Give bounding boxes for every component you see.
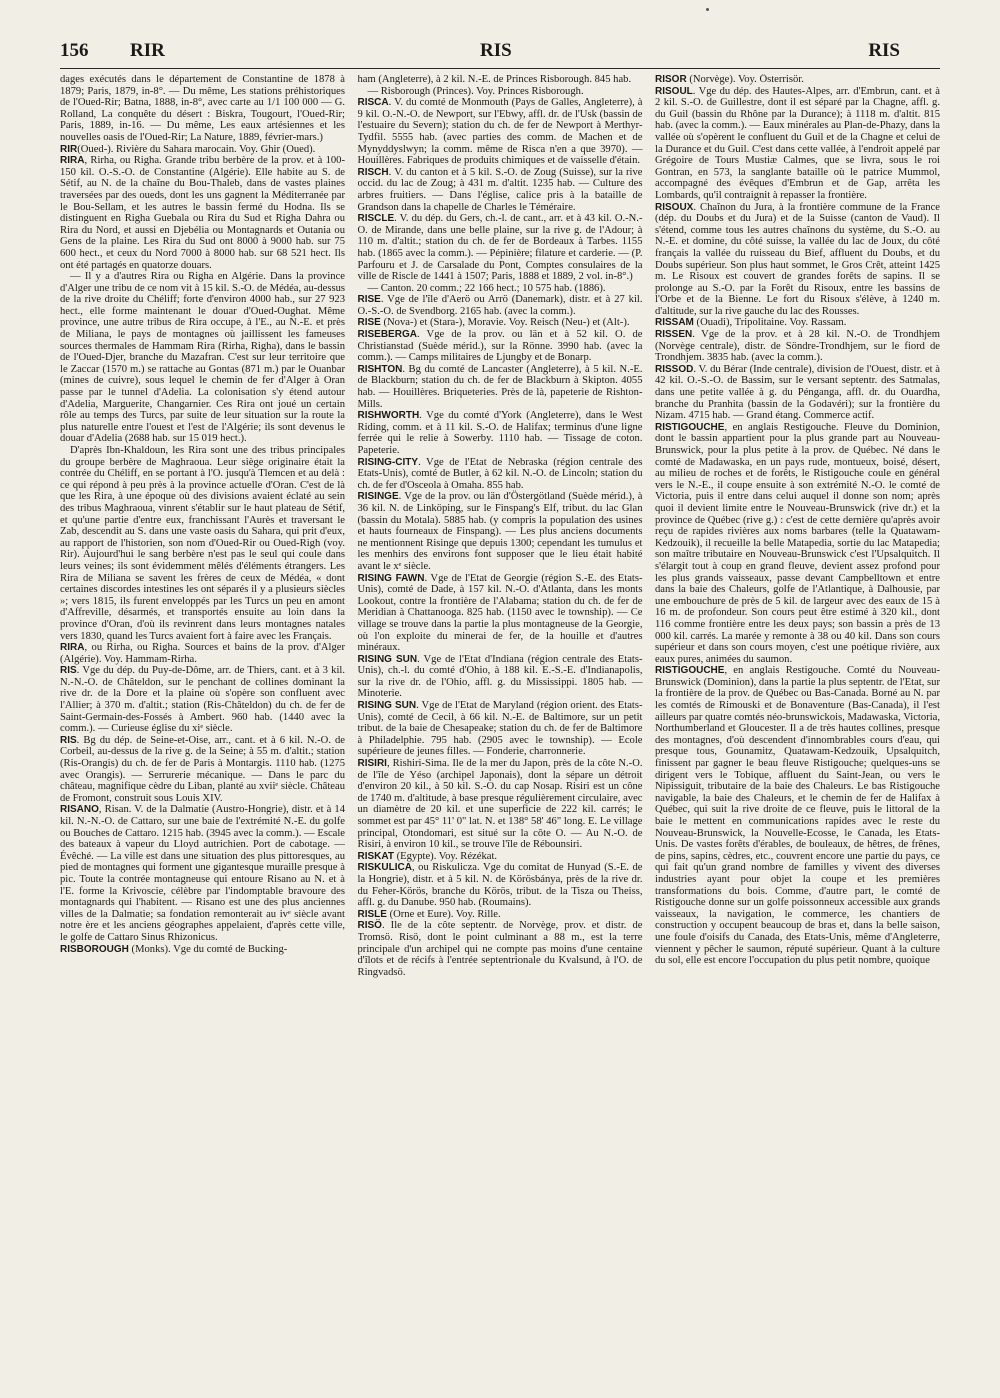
entry-headword: RISING-CITY	[357, 456, 419, 468]
dictionary-entry	[60, 665, 345, 735]
entry-text: (Oued-). Rivière du Sahara marocain. Voy. Ghir (Oued).	[77, 143, 316, 155]
entry-text: , Rirha, ou Righa. Grande tribu berbère de la prov. et à 100-150 kil. O.-S.-O. de Constantine (Algérie). Elle habite au S. de Sétif, au N. de la chaîne du Bou-Thaleb, dans de vastes plaines traversées par des oueds, dont les uns gagnent la Méditerranée par le Bou-Sellam, et les autres le bassin fermé du Hodna. Ils se distinguent en Righa Guebala ou Rira du Sud et Righa Dahra ou Rira du Nord, et aussi en Djebélia ou Montagnards et Outania ou Gens de la plaine. Les Rira du Sud ont 8000 à 9000 hab. sur 75 600 hect., et ceux du Nord 7000 à 8000 hab. sur 68 521 hect. Ils ont été partagés en quatorze douars.	[60, 155, 345, 271]
entry-headword: RISINGE	[357, 491, 399, 503]
center-running-head: RIS	[480, 40, 512, 61]
entry-text: . V. du comté de Monmouth (Pays de Galles, Angleterre), à 9 kil. O.-N.-O. de Newport, sur l'Ebwy, affl. dr. de l'Usk (bassin de l'estuaire du Severn); station du ch. de fer de Newport à Merthyr-Tydfil. 5555 hab. (avec parties des comm. de Machen et de Mynyddyslwyn; la comm. même de Risca n'en a que 3970). — Houillères. Fabriques de produits chimiques et de vaisselle d'étain.	[357, 97, 643, 167]
entry-text: . Vge de la prov. ou län et à 52 kil. O. de Christianstad (Suède mérid.), sur la Rönne. 3990 hab. (avec la comm.). — Camps militaires de Ljungby et de Bonarp.	[357, 329, 643, 364]
column-3	[655, 74, 940, 1384]
dictionary-entry	[358, 74, 643, 86]
entry-headword: RISIRI	[357, 758, 387, 770]
entry-headword: RISLE	[357, 908, 387, 920]
entry-headword: RISOUL	[655, 85, 693, 97]
entry-text: . Vge du dép. du Puy-de-Dôme, arr. de Thiers, cant. et à 3 kil. N.-N.-O. de Châteldon, sur le penchant de collines dominant la rive dr. de la Dore et la plaine où s'opère son confluent avec l'Allier; à 370 m. d'altit.; station (Ris-Châteldon) du ch. de fer de Saint-Germain-des-Fossés à Ambert. 960 hab. (1440 avec la comm.). — Curieuse église du xiᵉ siècle.	[60, 665, 345, 735]
dictionary-entry	[358, 700, 643, 758]
entry-text: . Vge du dép. des Hautes-Alpes, arr. d'Embrun, cant. et à 2 kil. S.-O. de Guillestre, dont il est séparé par la Chagne, affl. g. du Guil (bassin du Rhône par la Durance); à 1118 m. d'altit. 815 hab. (avec la comm.). — Eaux minérales au Plan-de-Phazy, dans la vallée où s'opèrent le confluent du Guil et de la Chagne et celui de la Durance et du Guil. C'est dans cette vallée, à l'endroit appelé par Grégoire de Tours Mustiæ Calmes, que se livra, sous le roi Gontran, en 573, la sanglante bataille où le patrice Mummol, accompagné des évêques d'Embrun et de Gap, arrêta les Lombards, qu'il contraignit à repasser la frontière.	[655, 85, 940, 201]
entry-text: (Orne et Eure). Voy. Rille.	[386, 908, 501, 920]
entry-text: ham (Angleterre), à 2 kil. N.-E. de Princes Risborough. 845 hab.	[357, 74, 632, 85]
entry-headword: RIS	[60, 665, 77, 677]
dictionary-entry	[358, 283, 643, 295]
entry-headword: RISE	[357, 317, 381, 329]
entry-headword: RISSOD	[655, 363, 694, 375]
dictionary-entry	[60, 271, 345, 445]
column-1	[60, 74, 345, 1384]
entry-headword: RIRA	[60, 155, 85, 167]
dictionary-entry	[358, 758, 643, 851]
entry-text: . Vge de la prov. ou län d'Östergötland (Suède mérid.), à 36 kil. N. de Linköping, sur le Finspang's Elf, tribut. du lac Glan (bassin du Motala). 5885 hab. (y compris la population des usines et hauts fourneaux de Finspang). — Les plus anciens documents ne mentionnent Risinge que depuis 1300; cependant les tumulus et les menhirs des environs font supposer que le lieu était habité avant le xᵉ siècle.	[357, 491, 643, 572]
entry-headword: RISCA	[357, 97, 389, 109]
entry-headword: RISANO	[60, 804, 99, 816]
entry-text: . Chaînon du Jura, à la frontière commune de la France (dép. du Doubs et du Jura) et de la Suisse (canton de Vaud). Il s'étend, comme tous les autres chaînons du système, du S.-O. au N.-E. et domine, du côté suisse, la vallée du lac de Joux, du côté français la vallée du ruisseau du Bief, affluent du Doubs, et du Doubs supérieur. Son plus haut sommet, le Gros Crêt, atteint 1425 m. Le Risoux est couvert de grandes forêts de sapins. Il se prolonge au S.-O. par la Forêt du Risoux, entre les bassins de l'Orbe et de la Bienne. Le fort du Risoux s'élève, à 1240 m. d'altitude, sur la rive gauche du lac des Rousses.	[655, 201, 940, 317]
entry-headword: RISHWORTH	[357, 410, 420, 422]
entry-text: , ou Rirha, ou Righa. Sources et bains de la prov. d'Alger (Algérie). Voy. Hammam-Rirha.	[60, 642, 345, 665]
dictionary-entry	[358, 294, 643, 317]
entry-text: . Vge de l'île d'Aerö ou Arrö (Danemark), distr. et à 27 kil. O.-S.-O. de Svendborg. 2165 hab. (avec la comm.).	[357, 294, 643, 317]
dictionary-entry	[655, 202, 940, 318]
entry-text: (Norvège). Voy. Österrisör.	[686, 74, 804, 85]
entry-headword: RISSEN	[655, 329, 693, 341]
column-2	[358, 74, 643, 1384]
entry-headword: RIRA	[60, 642, 85, 654]
left-running-head: RIR	[130, 40, 165, 61]
entry-headword: RISTIGOUCHE	[655, 665, 725, 677]
dictionary-entry	[655, 665, 940, 966]
text-columns	[60, 74, 940, 1384]
dictionary-entry	[60, 74, 345, 144]
entry-text: . Vge de l'Etat d'Indiana (région centrale des Etats-Unis), ch.-l. du comté d'Ohio, à 188 kil. E.-S.-E. d'Indianapolis, sur la rive dr. de l'Ohio, affl. g. du Mississippi. 1805 hab. — Minoterie.	[357, 653, 643, 700]
dictionary-entry	[358, 862, 643, 908]
entry-headword: RISHTON	[357, 363, 403, 375]
entry-text: — Il y a d'autres Rira ou Righa en Algérie. Dans la province d'Alger une tribu de ce nom vit à 15 kil. S.-O. de Médéa, au-dessus de la rive droite du Chéliff; forte d'environ 4000 hab., sur 27 923 hect., elle forme maintenant le douar d'Oued-Oughat. Même province, une autre tribus de Rira occupe, à l'E., au N.-E. et près de Miliana, le pays de montagnes où jaillissent les fameuses sources thermales de Hammam Rira (Rirha, Righa), dans le bassin de l'Oued-Djer, branche du Mazafran. C'est sur leur territoire que le Zaccar (1570 m.) se rattache au Gontas (871 m.) par le Ouanbar (mines de cuivre), sous lequel le chemin de fer d'Alger à Oran passe par le tunnel d'Adelia. La colonisation s'y étend autour d'Adelia, Marguerite, Changarnier. Ces Rira ont joué un certain rôle au temps des Turcs, par suite de leur situation sur la route la plus naturelle entre l'ouest et l'est de l'Algérie; ils sont devenus le douar d'Adelia (2688 hab. sur 15 019 hect.).	[60, 271, 345, 445]
dictionary-entry	[60, 944, 345, 956]
dictionary-entry	[60, 445, 345, 642]
dictionary-entry	[655, 74, 940, 86]
entry-headword: RISSAM	[655, 317, 694, 329]
dictionary-entry	[358, 654, 643, 700]
dictionary-entry	[358, 97, 643, 167]
entry-text: . Vge du comté d'York (Angleterre), dans le West Riding, comm. et à 11 kil. S.-O. de Halifax; terminus d'une ligne ferrée qui le relie à Sowerby. 1110 hab. — Tissage de coton. Papeterie.	[357, 410, 643, 456]
entry-text: . V. du canton et à 5 kil. S.-O. de Zoug (Suisse), sur la rive occid. du lac de Zoug; à 431 m. d'altit. 1235 hab. — Culture des arbres fruitiers. — Dans l'église, calice pris à la bataille de Grandson dans la chapelle de Charles le Téméraire.	[357, 166, 643, 213]
entry-headword: RISING SUN	[357, 653, 418, 665]
entry-text: dages exécutés dans le département de Constantine de 1878 à 1879; Paris, 1879, in-8°. — Du même, Les stations préhistoriques de l'Oued-Rir; Batna, 1888, in-8°, avec carte au 1/1 100 000 — G. Rolland, La conquête du désert : Biskra, Tougourt, l'Oued-Rir; Paris, 1889, in-16. — Du même, Les eaux artésiennes et les nouvelles oasis de l'Oued-Rir; La Nature, 1889, février-mars.)	[60, 74, 345, 143]
entry-headword: RISKAT	[357, 850, 394, 862]
entry-text: . Vge de l'Etat de Georgie (région S.-E. des Etats-Unis), comté de Dade, à 157 kil. N.-O. d'Atlanta, dans les monts Lookout, contre la frontière de l'Alabama; station du ch. de fer de Meridian à Chattanooga. 825 hab. (1150 avec le township). — Ce village se trouve dans la partie la plus montagneuse de la Georgie, où l'on exploite du minerai de fer, de la houille et d'autres minéraux.	[357, 572, 643, 654]
ink-speck	[706, 8, 709, 11]
dictionary-entry	[358, 410, 643, 456]
dictionary-entry	[358, 573, 643, 654]
entry-text: — Canton. 20 comm.; 22 166 hect.; 10 575 hab. (1886).	[367, 282, 606, 294]
entry-headword: RIR	[60, 143, 78, 155]
entry-headword: RISCH	[357, 166, 389, 178]
entry-headword: RISKULICA	[357, 862, 412, 874]
dictionary-entry	[60, 804, 345, 943]
dictionary-entry	[60, 144, 345, 156]
dictionary-entry	[60, 735, 345, 805]
dictionary-entry	[60, 642, 345, 665]
dictionary-entry	[655, 317, 940, 329]
entry-headword: RISBOROUGH	[60, 943, 129, 955]
entry-text: (Nova-) et (Stara-), Moravie. Voy. Reisch (Neu-) et (Alt-).	[380, 317, 630, 329]
entry-text: (Monks). Vge du comté de Bucking-	[128, 943, 288, 955]
entry-headword: RISEBERGA	[357, 329, 417, 341]
entry-text: . V. du Bérar (Inde centrale), division de l'Ouest, distr. et à 42 kil. O.-S.-O. de Bassim, sur le versant septentr. des Satmalas, dans une petite vallée à g. du Pénganga, affl. dr. du Ouardha, branche du Pranhita (bassin de la Godavéri); sur la frontière du Nizam. 4715 hab. — Grand étang. Commerce actif.	[655, 363, 940, 422]
dictionary-entry	[358, 851, 643, 863]
dictionary-entry	[655, 86, 940, 202]
entry-headword: RISOUX	[655, 201, 694, 213]
entry-headword: RISÖ	[357, 920, 382, 932]
entry-text: . Bg du dép. de Seine-et-Oise, arr., cant. et à 6 kil. N.-O. de Corbeil, au-dessus de la rive g. de la Seine; à 55 m. d'altit.; station (Ris-Orangis) du ch. de fer de Paris à Montargis. 1110 hab. (1275 avec Orangis). — Serrurerie mécanique. — Dans le parc du château, magnifique cèdre du Liban, planté au xviiᵉ siècle. Château de Fromont, construit sous Louis XIV.	[60, 734, 345, 804]
dictionary-entry	[655, 364, 940, 422]
entry-text: . Bg du comté de Lancaster (Angleterre), à 5 kil. N.-E. de Blackburn; station du ch. de fer de Blackburn à Skipton. 4055 hab. — Houillères. Briqueteries. Près de là, papeterie de Rishton-Mills.	[357, 363, 643, 410]
entry-text: . Vge de la prov. et à 28 kil. N.-O. de Trondhjem (Norvège centrale), distr. de Söndre-Trondhjem, sur le fiord de Trondhjem. 3835 hab. (avec la comm.).	[655, 329, 940, 364]
dictionary-entry	[358, 909, 643, 921]
dictionary-entry	[358, 920, 643, 978]
entry-text: (Ouadi), Tripolitaine. Voy. Rassam.	[693, 317, 847, 329]
entry-headword: RISE	[357, 294, 381, 306]
entry-text: , en anglais Restigouche. Comté du Nouveau-Brunswick (Dominion), dans la partie la plus septentr. de l'Etat, sur la frontière de la prov. de Québec ou Bas-Canada. Borné au N. par les comtés de Rimouski et de Bonaventure (Bas-Canada), il l'est ailleurs par quatre comtés néo-brunswickois, Madawaska, Victoria, Northumberland et Gloucester. Il a de très hautes collines, presque des montagnes, d'où descendent d'innombrables cours d'eau, qui presque tous, Gounamitz, Quatawam-Kedzouik, Upsalquitch, finissent par gagner le beau fleuve Ristigouche; quelques-uns se dirigent vers le Tobique, affluent du Saint-Jean, ou vers le Nipissiguit, tributaire de la baie des Chaleurs. Le bas Ristigouche navigable, la baie des Chaleurs, et le chemin de fer de Halifax à Québec, qui suit la rive droite de ce fleuve, puis le littoral de la baie le mettent en communications rapides avec le reste du Nouveau-Brunswick, la Nouvelle-Ecosse, le Canada, les Etats-Unis. De vastes forêts d'érables, de bouleaux, de hêtres, de frênes, de pins, sapins, cèdres, etc., couvrent encore une partie du pays, ce qui fait qu'un grand nombre de familles y vivent des diverses industries ayant pour objet la coupe et les premières transformations du bois. Comme, d'autre part, le comté de Ristigouche donne sur un golfe poissonneux accessible aux grands vaisseaux, la navigation, le commerce, les chantiers de construction y occupent beaucoup de bras et, dans la belle saison, une foule d'oisifs du Canada, des Etats-Unis, même d'Angleterre, viennent y pêcher le saumon, réputé supérieur. Quant à la culture du sol, elle est encore l'occupation du plus petit nombre, quoique	[655, 665, 940, 967]
entry-text: D'après Ibn-Khaldoun, les Rira sont une des tribus principales du groupe berbère de Maghraoua. Leur siège originaire était la contrée du Chéliff, en se portant à l'O. jusqu'à Tlemcen et au delà : ce qui répond à peu près à la province actuelle d'Oran. C'est de là que les Rira, à une époque où des divisions avaient éclaté au sein des tribus Maghraoua, vinrent s'établir sur le haut plateau de Sétif, et qu'une partie d'entre eux, franchissant l'Aurès et traversant le Zab, descendit au S. dans une vaste oasis du Sahara, qui prit d'eux, au rapport de l'historien, son nom d'Oued-Rir ou Oued-Righ (voy. Rir). Aujourd'hui le sang berbère n'est pas le seul qui coule dans leurs veines; ils sont évidemment mêlés d'éléments étrangers. Les Rira de Miliana se savent les frères de ceux de Médéa, « dont certaines discordes intestines les ont séparés il y a plusieurs siècles »; vers 1815, ils furent enveloppés par les Turcs un peu en amont d'Affreville, désarmés, et transportés ensuite au loin dans la province d'Oran, d'où ils revinrent dans leurs montagnes natales vers 1830, quand les Turcs avaient fort à faire avec les Français.	[60, 445, 345, 642]
dictionary-entry	[358, 457, 643, 492]
dictionary-entry	[358, 491, 643, 572]
entry-text: . Vge de l'Etat de Maryland (région orient. des Etats-Unis), comté de Cecil, à 66 kil. N.-E. de Baltimore, sur un petit tribut. de la baie de Chesapeake; station du ch. de fer de Baltimore à Philadelphie. 795 hab. (2905 avec le township). — Ecole supérieure de jeunes filles. — Fonderie, charronnerie.	[357, 700, 643, 758]
dictionary-entry	[358, 329, 643, 364]
entry-text: . Ile de la côte septentr. de Norvège, prov. et distr. de Tromsö. Risö, dont le point culminant a 88 m., est la terre principale d'un archipel qui ne compte pas moins d'une centaine d'îlots et de récifs à l'entrée septentrionale du Kvalsund, à l'O. de Ringvadsö.	[357, 920, 643, 978]
dictionary-entry	[358, 364, 643, 410]
dictionary-entry	[358, 213, 643, 283]
header-rule	[60, 68, 940, 69]
dictionary-entry	[655, 329, 940, 364]
entry-headword: RISCLE	[357, 213, 395, 225]
entry-text: — Risborough (Princes). Voy. Princes Risborough.	[367, 85, 584, 97]
entry-headword: RISING SUN	[357, 700, 417, 712]
entry-text: , ou Riskulicza. Vge du comitat de Hunyad (S.-E. de la Hongrie), distr. et à 5 kil. N. de Körösbánya, près de la rive dr. du Feher-Körös, branche du Körös, tribut. de la Tisza ou Theiss, affl. g. du Danube. 950 hab. (Roumains).	[357, 862, 643, 909]
dictionary-entry	[655, 422, 940, 665]
entry-headword: RISING FAWN	[357, 572, 425, 584]
entry-text: , Rishiri-Sima. Ile de la mer du Japon, près de la côte N.-O. de l'île de Yéso (archipel Japonais), dont la sépare un détroit d'environ 20 kil., à 50 kil. S.-O. du cap Nosap. Risiri est un cône de 1740 m. d'altitude, à base presque régulièrement circulaire, avec un diamètre de 20 kil. et une superficie de 222 kil. carrés; le sommet est par 45° 11' 0" lat. N. et 138° 58' 46" long. E. Le village principal, Otondomari, est situé sur la côte O. — Au N.-O. de Risiri, à environ 10 kil., se trouve l'île de Rébounsiri.	[357, 758, 643, 851]
entry-headword: RISTIGOUCHE	[655, 421, 725, 433]
running-header	[60, 40, 940, 66]
entry-text: , en anglais Restigouche. Fleuve du Dominion, dont le bassin appartient pour la plus grande part au Nouveau-Brunswick, pour la plus petite à la prov. de Québec. Né dans le comté de Madawaska, en un pays rude, montueux, boisé, désert, au milieu de roches et de forêts, le Ristigouche coule en général vers le N.-E., il coupe ensuite à son extrémité N.-O. le comté de Victoria, puis il entre dans celui auquel il donne son nom; après quoi il devient limite entre le Nouveau-Brunswick (rive dr.) et la province de Québec (rive g.) : c'est de cette dernière qu'après avoir reçu de rapides rivières aux noms barbares (telle la Quatawam-Kedzouik), il recueille la belle Matapedia, sortie du lac Matapedia; son maître tributaire en Nouveau-Brunswick c'est l'Upsalquitch. Il s'élargit tout à coup en grand fleuve, devient assez profond pour les plus grands vaisseaux, passe devant Campbelltown et entre dans la baie des Chaleurs, golfe de l'Atlantique, à Dalhousie, par une embouchure de près de 5 kil. de largeur avec des eaux de 15 à 16 m. de profondeur. Son cours peut être estimé à 320 kil., dont 116 comme frontière entre les deux pays; son bassin a près de 13 000 kil. carrés. La marée y remonte à 38 ou 40 kil. Dans son cours supérieur et dans son cours moyen, c'est une poétique rivière, aux eaux pures, animées du saumon.	[655, 421, 940, 665]
entry-text: , Risan. V. de la Dalmatie (Austro-Hongrie), distr. et à 14 kil. N.-N.-O. de Cattaro, sur une baie de l'extrémité N.-E. du golfe ou Bouches de Cattaro. 1215 hab. (3945 avec la comm.). — Escale des bateaux à vapeur du Lloyd autrichien. Port de cabotage. — Évêché. — La ville est dans une situation des plus pittoresques, au pied de montagnes qui forment une gigantesque muraille presque à pic. Toute la contrée montagneuse qui entoure Risano au N. et à l'E. forme la Krivoscie, célèbre par l'indomptable bravoure des montagnards qui l'habitent. — Risano est une des plus anciennes villes de la Dalmatie; sa fondation remonterait au ivᵉ siècle avant notre ère et les anciens géographes appelaient, d'après cette ville, le golfe de Cattaro Sinus Rhizonicus.	[60, 804, 345, 943]
dictionary-entry	[358, 86, 643, 98]
entry-text: . Vge de l'Etat de Nebraska (région centrale des Etats-Unis), comté de Butler, à 62 kil. N.-O. de Lincoln; station du ch. de fer d'Osceola à Omaha. 855 hab.	[357, 456, 643, 491]
entry-text: . V. du dép. du Gers, ch.-l. de cant., arr. et à 43 kil. O.-N.-O. de Mirande, dans une belle plaine, sur la rive g. de l'Adour; à 110 m. d'altit.; station du ch. de fer de Bordeaux à Tarbes. 1155 hab. (1865 avec la comm.). — Pépinière; filature et carderie. — (P. Parfouru et J. de Carsalade du Pont, Comptes consulaires de la ville de Riscle de 1441 à 1507; Paris, 1888 et 1889, 2 vol. in-8°.)	[357, 213, 643, 283]
right-running-head: RIS	[868, 40, 900, 61]
entry-headword: RISÖR	[655, 74, 687, 85]
dictionary-entry	[60, 155, 345, 271]
entry-text: (Egypte). Voy. Rézékat.	[393, 850, 498, 862]
dictionary-entry	[358, 317, 643, 329]
dictionary-entry	[358, 167, 643, 213]
entry-headword: RIS	[60, 734, 77, 746]
page-number: 156	[60, 40, 89, 61]
